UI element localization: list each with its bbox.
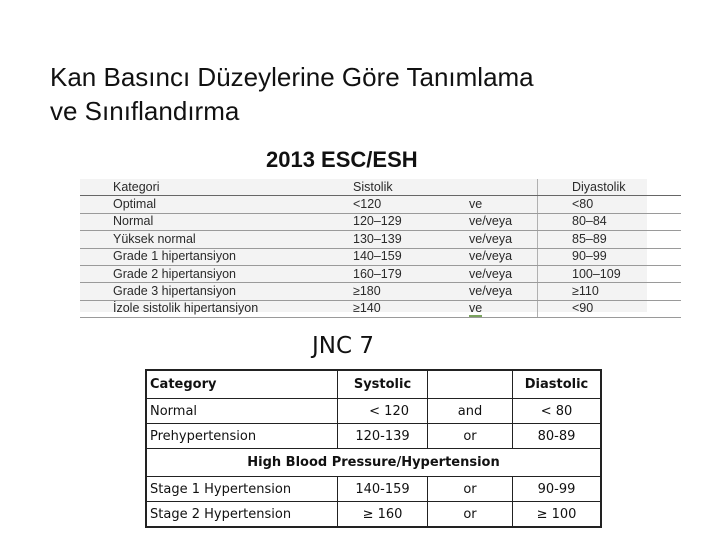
jnc-col-systolic: Systolic <box>338 370 428 399</box>
esc-col-category: Kategori <box>80 179 353 196</box>
jnc-heading: JNC 7 <box>312 333 374 359</box>
table-row <box>146 477 601 502</box>
esc-cell-conj: ve <box>469 196 538 213</box>
esc-cell-diastolic: 85–89 <box>572 231 681 248</box>
esc-cell-conj: ve/veya <box>469 283 538 300</box>
jnc-cell-conj: or <box>428 424 513 449</box>
jnc-col-diastolic: Diastolic <box>513 370 602 399</box>
esc-cell-diastolic: 80–84 <box>572 213 681 230</box>
esc-cell-systolic: ≥140 <box>353 300 469 317</box>
jnc-cell-systolic: < 120 <box>338 399 428 424</box>
jnc-span-row <box>146 449 601 477</box>
jnc-cell-systolic: ≥ 160 <box>338 502 428 528</box>
esc-cell-diastolic: <80 <box>572 196 681 213</box>
table-row <box>80 283 681 300</box>
table-row <box>80 248 681 265</box>
slide-title-line1: Kan Basıncı Düzeylerine Göre Tanımlama <box>50 62 534 92</box>
esc-cell-category: İzole sistolik hipertansiyon <box>80 300 353 317</box>
esc-col-spacer <box>538 179 573 196</box>
jnc-cell-category: Stage 2 Hypertension <box>146 502 338 528</box>
jnc-cell-diastolic: < 80 <box>513 399 602 424</box>
slide-title <box>50 60 670 128</box>
esc-cell-conj: ve/veya <box>469 231 538 248</box>
jnc-cell-diastolic: 80-89 <box>513 424 602 449</box>
esc-cell-category: Grade 2 hipertansiyon <box>80 265 353 282</box>
esc-cell-diastolic: <90 <box>572 300 681 317</box>
esc-cell-diastolic: 90–99 <box>572 248 681 265</box>
jnc-cell-category: Prehypertension <box>146 424 338 449</box>
esc-cell-conj: ve/veya <box>469 213 538 230</box>
jnc-table <box>145 369 602 528</box>
jnc-col-conj <box>428 370 513 399</box>
table-row <box>80 196 681 213</box>
esc-cell-category: Optimal <box>80 196 353 213</box>
table-row <box>146 424 601 449</box>
esc-cell-category: Grade 1 hipertansiyon <box>80 248 353 265</box>
esc-col-conj <box>469 179 538 196</box>
jnc-cell-diastolic: ≥ 100 <box>513 502 602 528</box>
jnc-cell-systolic: 120-139 <box>338 424 428 449</box>
esc-cell-category: Yüksek normal <box>80 231 353 248</box>
table-row <box>80 300 681 317</box>
table-row <box>146 399 601 424</box>
jnc-cell-category: Normal <box>146 399 338 424</box>
esc-col-diastolic: Diyastolik <box>572 179 681 196</box>
table-row <box>146 502 601 528</box>
esc-cell-conj <box>469 300 538 317</box>
esc-cell-conj: ve/veya <box>469 265 538 282</box>
esc-cell-diastolic: ≥110 <box>572 283 681 300</box>
esc-heading: 2013 ESC/ESH <box>266 147 418 172</box>
esc-cell-systolic: 120–129 <box>353 213 469 230</box>
esc-cell-systolic: <120 <box>353 196 469 213</box>
jnc-cell-conj: and <box>428 399 513 424</box>
esc-cell-category: Grade 3 hipertansiyon <box>80 283 353 300</box>
jnc-cell-systolic: 140-159 <box>338 477 428 502</box>
table-row <box>80 231 681 248</box>
jnc-cell-conj: or <box>428 502 513 528</box>
jnc-cell-conj: or <box>428 477 513 502</box>
esc-table-image <box>80 179 647 316</box>
esc-cell-conj: ve/veya <box>469 248 538 265</box>
table-row <box>80 213 681 230</box>
esc-cell-systolic: ≥180 <box>353 283 469 300</box>
jnc-cell-diastolic: 90-99 <box>513 477 602 502</box>
jnc-span-header: High Blood Pressure/Hypertension <box>146 449 601 477</box>
table-row <box>80 265 681 282</box>
slide-title-line2: ve Sınıflandırma <box>50 96 240 126</box>
esc-cell-category: Normal <box>80 213 353 230</box>
jnc-col-category: Category <box>146 370 338 399</box>
esc-cell-diastolic: 100–109 <box>572 265 681 282</box>
esc-cell-conj-text: ve <box>469 301 483 316</box>
esc-cell-systolic: 130–139 <box>353 231 469 248</box>
jnc-cell-category: Stage 1 Hypertension <box>146 477 338 502</box>
esc-table <box>80 179 681 318</box>
esc-col-systolic: Sistolik <box>353 179 469 196</box>
jnc-header-row <box>146 370 601 399</box>
esc-cell-systolic: 160–179 <box>353 265 469 282</box>
esc-cell-systolic: 140–159 <box>353 248 469 265</box>
esc-header-row <box>80 179 681 196</box>
